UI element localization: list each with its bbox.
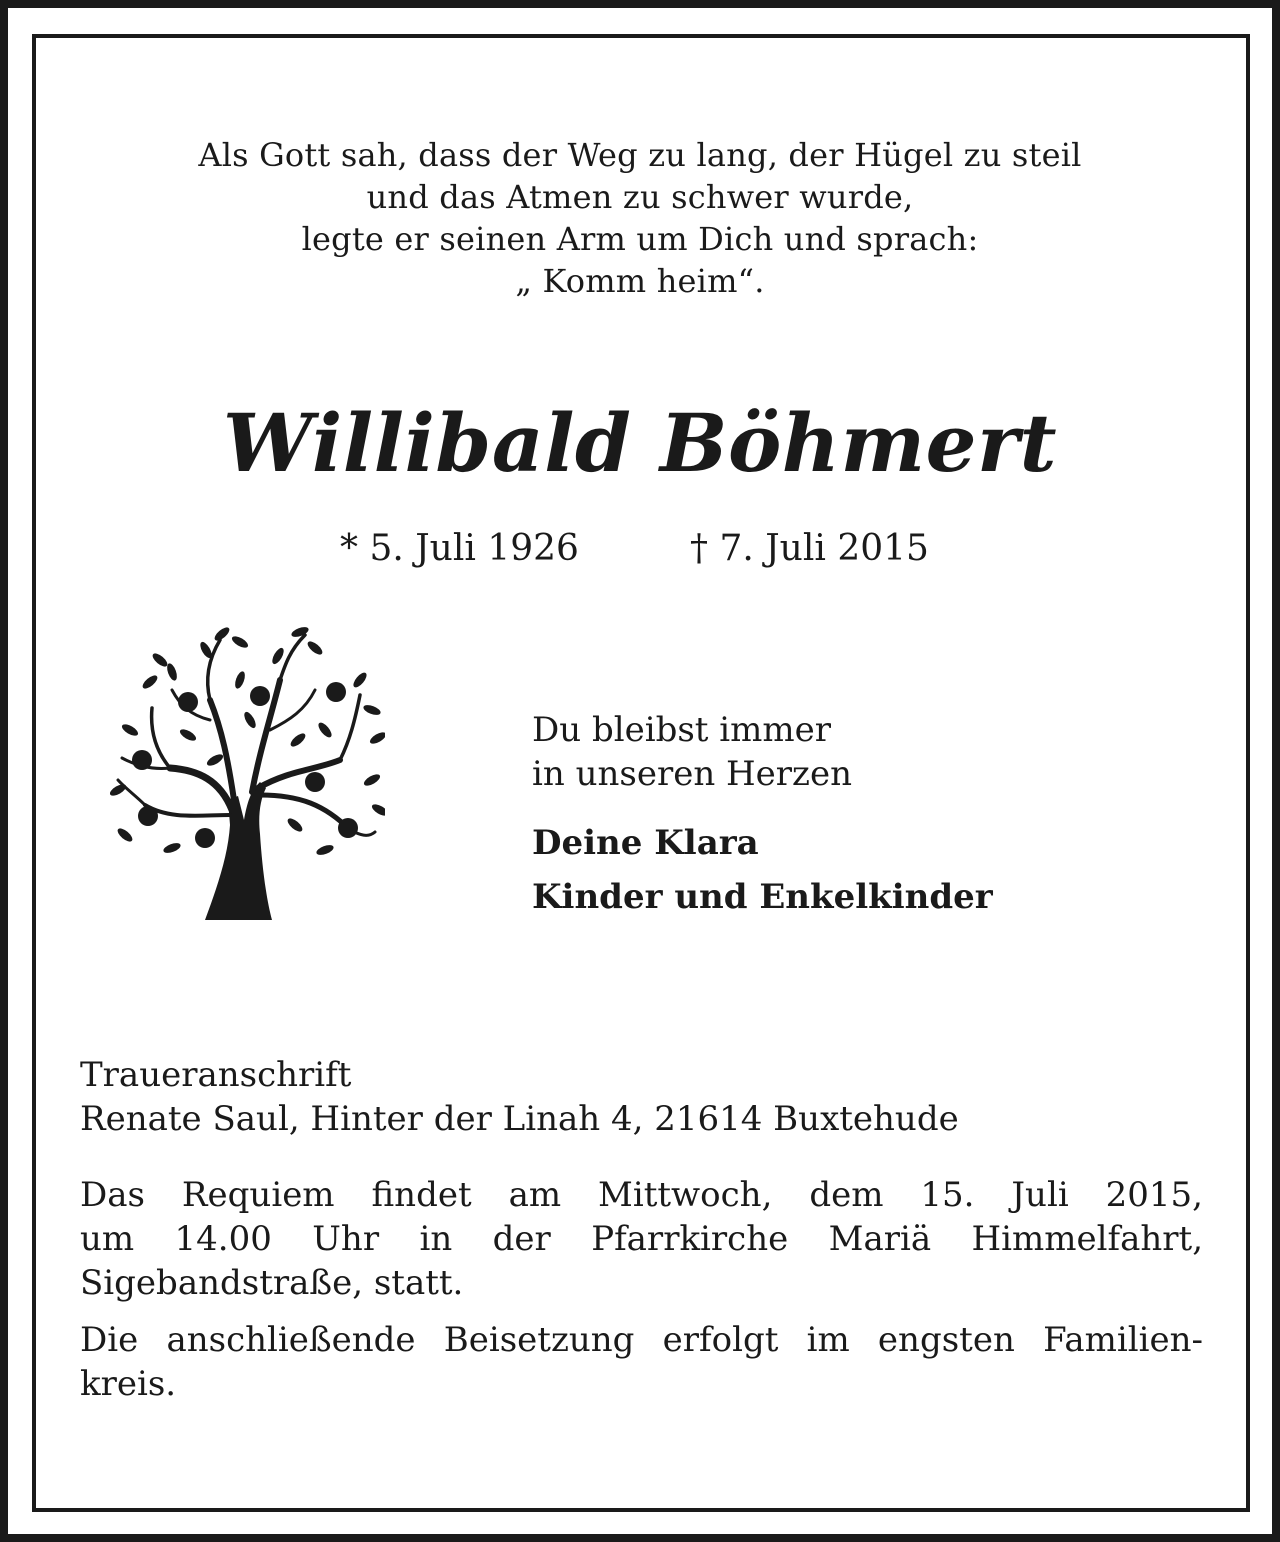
farewell-message [532,708,852,796]
death-date: † 7. Juli 2015 [690,528,929,569]
apple-tree-icon [110,620,385,925]
requiem-notice [80,1173,1203,1305]
requiem-line: Das Requiem findet am Mittwoch, dem 15. Juli 2015, [80,1175,1203,1215]
requiem-line: Sigebandstraße, statt. [80,1263,464,1303]
burial-line: kreis. [80,1364,177,1404]
poem-line: Als Gott sah, dass der Weg zu lang, der Hügel zu steil [198,136,1082,174]
address-label: Traueranschrift [80,1055,352,1095]
deceased-name: Willibald Böhmert [222,396,1058,490]
requiem-line: um 14.00 Uhr in der Pfarrkirche Mariä Himmelfahrt, [80,1219,1203,1259]
mourning-address [80,1053,959,1141]
signer-spouse: Deine Klara [532,823,759,863]
farewell-line: in unseren Herzen [532,754,852,794]
birth-date: * 5. Juli 1926 [340,528,579,569]
address-text: Renate Saul, Hinter der Linah 4, 21614 Buxtehude [80,1099,959,1139]
poem [0,134,1280,302]
signer-family: Kinder und Enkelkinder [532,877,993,917]
poem-line: und das Atmen zu schwer wurde, [366,178,914,216]
farewell-line: Du bleibst immer [532,710,832,750]
burial-notice [80,1318,1203,1406]
signers [532,816,993,924]
poem-line: legte er seinen Arm um Dich und sprach: [301,220,979,258]
burial-line: Die anschließende Beisetzung erfolgt im engsten Familien- [80,1320,1203,1360]
poem-line: „ Komm heim“. [515,262,765,300]
